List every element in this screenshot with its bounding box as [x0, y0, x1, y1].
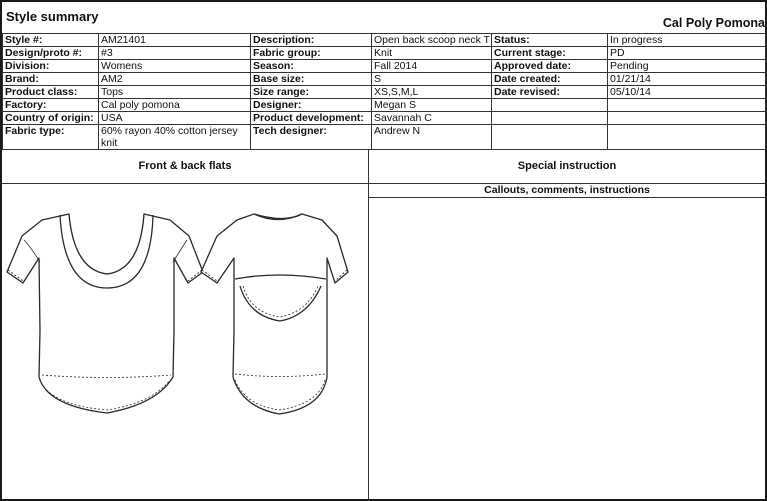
field-value: PD	[608, 47, 766, 60]
field-label: Factory:	[3, 99, 99, 112]
field-value: Womens	[99, 60, 251, 73]
field-label: Date created:	[492, 73, 608, 86]
field-label: Approved date:	[492, 60, 608, 73]
info-row	[3, 86, 766, 99]
field-label: Product class:	[3, 86, 99, 99]
field-label: Date revised:	[492, 86, 608, 99]
field-value: Megan S	[372, 99, 492, 112]
info-row	[3, 34, 766, 47]
field-label: Description:	[251, 34, 372, 47]
field-value: In progress	[608, 34, 766, 47]
field-label: Fabric type:	[3, 125, 99, 150]
field-label: Brand:	[3, 73, 99, 86]
front-flat-sketch	[7, 214, 203, 413]
special-section-header	[369, 149, 765, 184]
empty-cell	[608, 112, 766, 125]
field-value: Cal poly pomona	[99, 99, 251, 112]
empty-cell	[492, 99, 608, 112]
field-label: Status:	[492, 34, 608, 47]
field-label: Season:	[251, 60, 372, 73]
field-label: Fabric group:	[251, 47, 372, 60]
field-value: AM21401	[99, 34, 251, 47]
back-flat-sketch	[201, 214, 348, 414]
field-label: Current stage:	[492, 47, 608, 60]
field-label: Design/proto #:	[3, 47, 99, 60]
empty-cell	[608, 125, 766, 150]
field-value: Andrew N	[372, 125, 492, 150]
info-row	[3, 60, 766, 73]
empty-cell	[492, 112, 608, 125]
field-value: Savannah C	[372, 112, 492, 125]
field-value: Knit	[372, 47, 492, 60]
flats-drawing	[2, 184, 367, 497]
page-title: Style summary	[6, 9, 99, 24]
field-label: Style #:	[3, 34, 99, 47]
flats-panel	[2, 184, 369, 499]
info-row	[3, 47, 766, 60]
info-row	[3, 125, 766, 150]
field-label: Base size:	[251, 73, 372, 86]
field-label: Product development:	[251, 112, 372, 125]
field-label: Division:	[3, 60, 99, 73]
field-value: Fall 2014	[372, 60, 492, 73]
field-value: XS,S,M,L	[372, 86, 492, 99]
empty-cell	[492, 125, 608, 150]
field-value: 60% rayon 40% cotton jersey knit	[99, 125, 251, 150]
field-value: Pending	[608, 60, 766, 73]
company-name: Cal Poly Pomona	[662, 16, 765, 30]
field-label: Size range:	[251, 86, 372, 99]
field-value: S	[372, 73, 492, 86]
info-row	[3, 73, 766, 86]
field-value: 05/10/14	[608, 86, 766, 99]
callouts-title: Callouts, comments, instructions	[369, 184, 765, 198]
field-label: Designer:	[251, 99, 372, 112]
field-value: Tops	[99, 86, 251, 99]
field-value: 01/21/14	[608, 73, 766, 86]
style-info-table	[2, 33, 766, 150]
field-value: AM2	[99, 73, 251, 86]
empty-cell	[608, 99, 766, 112]
field-value: #3	[99, 47, 251, 60]
sheet-header	[2, 2, 765, 33]
field-label: Country of origin:	[3, 112, 99, 125]
flats-title: Front & back flats	[138, 160, 232, 172]
info-row	[3, 112, 766, 125]
field-value: USA	[99, 112, 251, 125]
field-label: Tech designer:	[251, 125, 372, 150]
flats-section-header	[2, 149, 369, 184]
info-row	[3, 99, 766, 112]
special-instruction-title: Special instruction	[517, 160, 617, 172]
field-value: Open back scoop neck T	[372, 34, 492, 47]
